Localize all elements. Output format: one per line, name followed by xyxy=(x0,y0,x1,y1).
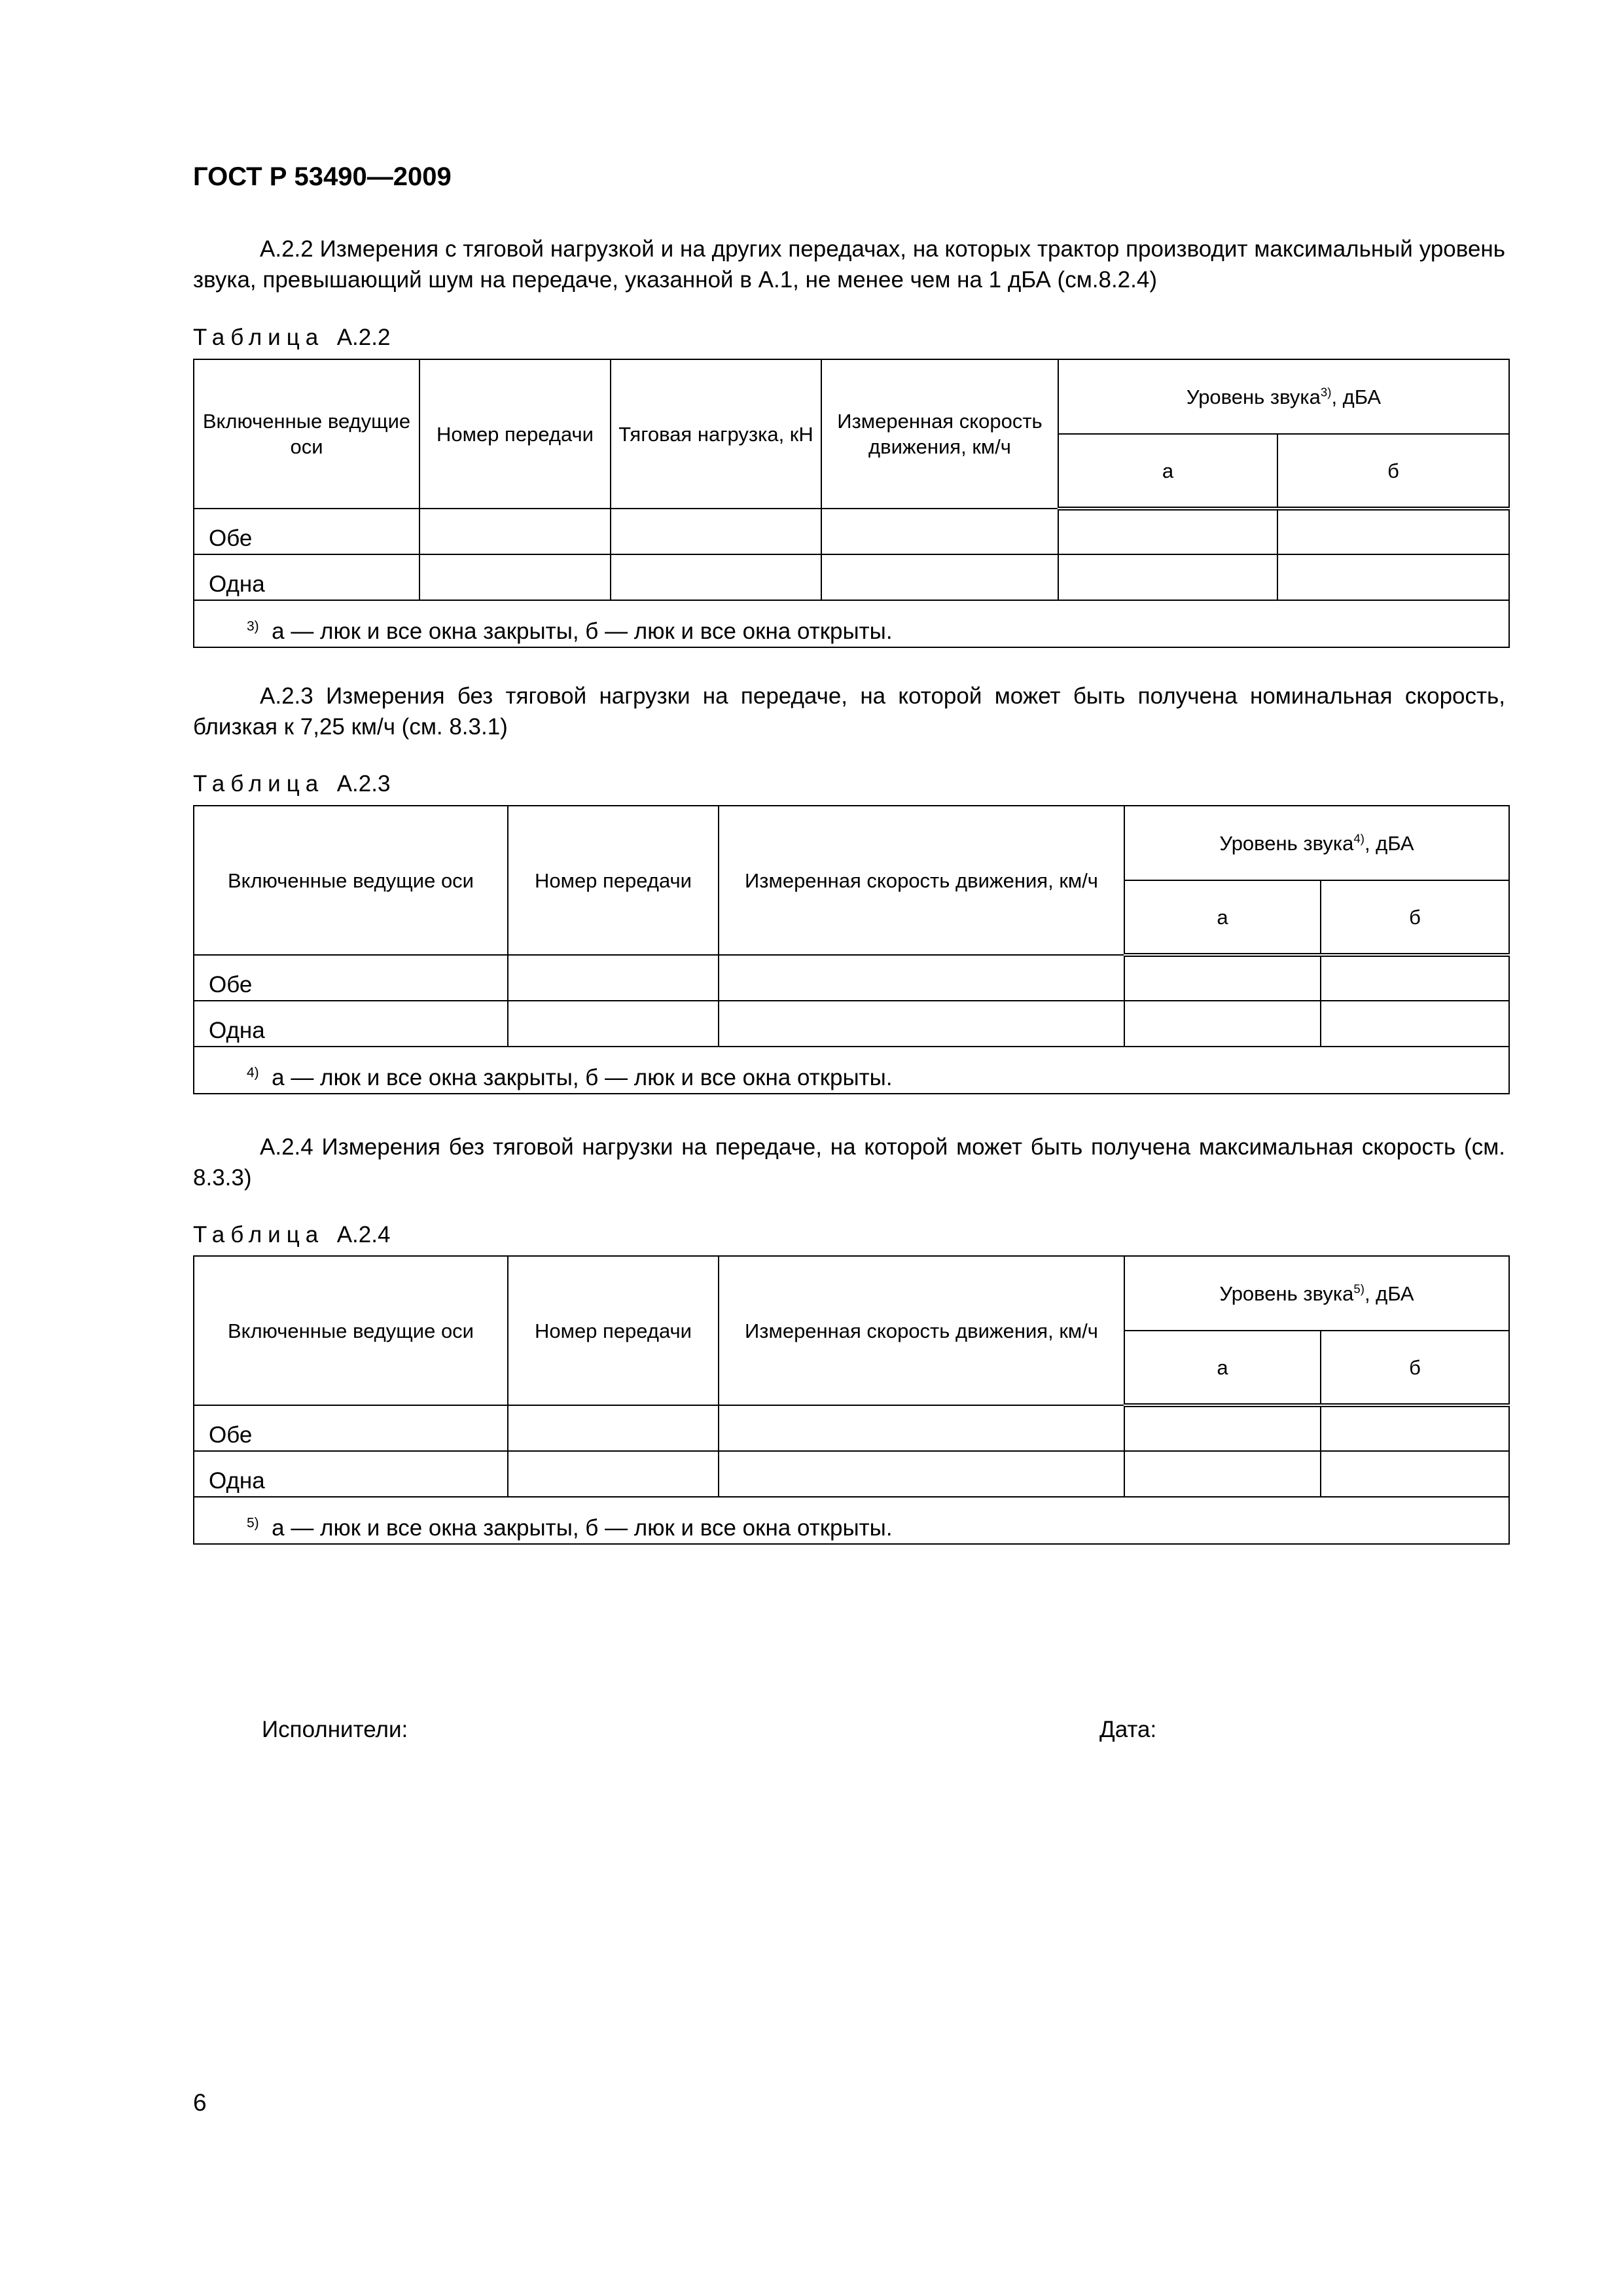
table-caption-a23 xyxy=(193,771,390,797)
col-header-b: б xyxy=(1321,1331,1509,1405)
table-number: А.2.4 xyxy=(336,1222,391,1247)
col-header-speed: Измеренная скорость движения, км/ч xyxy=(719,806,1124,955)
table-cell xyxy=(1124,1451,1321,1497)
row-label-one: Одна xyxy=(194,1001,508,1047)
table-cell xyxy=(1058,509,1277,554)
col-header-gear: Номер передачи xyxy=(508,806,719,955)
col-header-gear: Номер передачи xyxy=(508,1256,719,1405)
table-cell xyxy=(1321,1001,1509,1047)
table-cell xyxy=(1124,955,1321,1001)
col-header-b: б xyxy=(1277,434,1509,509)
table-cell xyxy=(1124,1001,1321,1047)
table-cell xyxy=(1058,554,1277,600)
col-header-sound-level xyxy=(1124,1256,1509,1331)
table-cell xyxy=(821,554,1058,600)
document-header: ГОСТ Р 53490—2009 xyxy=(193,162,452,191)
sound-level-unit: , дБА xyxy=(1364,831,1414,855)
col-header-a: а xyxy=(1124,1331,1321,1405)
table-caption-a22 xyxy=(193,325,390,351)
table-footnote xyxy=(194,1497,1509,1544)
page-number: 6 xyxy=(193,2089,207,2116)
col-header-axes: Включенные ведущие оси xyxy=(194,806,508,955)
table-a23 xyxy=(193,805,1510,1094)
table-footnote xyxy=(194,1047,1509,1094)
sound-level-label: Уровень звука xyxy=(1186,385,1321,408)
footnote-mark: 4) xyxy=(247,1065,259,1081)
table-cell xyxy=(821,509,1058,554)
col-header-speed: Измеренная скорость движения, км/ч xyxy=(719,1256,1124,1405)
footnote-text: а — люк и все окна закрыты, б — люк и все окна открыты. xyxy=(272,619,893,644)
table-cell xyxy=(1321,1405,1509,1451)
table-cell xyxy=(719,1001,1124,1047)
sound-level-label: Уровень звука xyxy=(1219,831,1354,855)
footnote-ref: 3) xyxy=(1320,385,1332,399)
table-word: Таблица xyxy=(193,325,325,350)
paragraph-a24 xyxy=(193,1132,1505,1193)
col-header-a: а xyxy=(1124,880,1321,955)
col-header-sound-level xyxy=(1058,359,1509,434)
row-label-one: Одна xyxy=(194,1451,508,1497)
paragraph-a22-text: А.2.2 Измерения с тяговой нагрузкой и на других передачах, на которых трактор производит максимальный уровень звука, превышающий шум на передаче, указанной в А.1, не менее чем на 1 дБА (см.8.2.4) xyxy=(193,236,1505,293)
paragraph-a23-text: А.2.3 Измерения без тяговой нагрузки на передаче, на которой может быть получена номинальная скорость, близкая к 7,25 км/ч (см. 8.3.1) xyxy=(193,683,1505,740)
table-a22 xyxy=(193,359,1510,648)
table-a24 xyxy=(193,1255,1510,1545)
col-header-a: а xyxy=(1058,434,1277,509)
footnote-text: а — люк и все окна закрыты, б — люк и все окна открыты. xyxy=(272,1515,893,1541)
table-cell xyxy=(611,509,821,554)
col-header-sound-level xyxy=(1124,806,1509,880)
table-cell xyxy=(419,554,611,600)
row-label-both: Обе xyxy=(194,955,508,1001)
table-cell xyxy=(508,1001,719,1047)
date-label: Дата: xyxy=(1099,1717,1157,1742)
table-footnote xyxy=(194,600,1509,647)
table-number: А.2.3 xyxy=(336,771,391,797)
row-label-both: Обе xyxy=(194,1405,508,1451)
table-cell xyxy=(1321,1451,1509,1497)
col-header-b: б xyxy=(1321,880,1509,955)
sound-level-unit: , дБА xyxy=(1331,385,1382,408)
table-cell xyxy=(719,1405,1124,1451)
col-header-load: Тяговая нагрузка, кН xyxy=(611,359,821,509)
table-word: Таблица xyxy=(193,771,325,797)
footnote-mark: 3) xyxy=(247,619,259,634)
table-cell xyxy=(508,1451,719,1497)
table-cell xyxy=(1124,1405,1321,1451)
footnote-mark: 5) xyxy=(247,1515,259,1531)
table-cell xyxy=(419,509,611,554)
table-cell xyxy=(719,955,1124,1001)
col-header-axes: Включенные ведущие оси xyxy=(194,1256,508,1405)
col-header-gear: Номер передачи xyxy=(419,359,611,509)
footnote-ref: 4) xyxy=(1353,831,1364,846)
table-cell xyxy=(1277,554,1509,600)
paragraph-a24-text: А.2.4 Измерения без тяговой нагрузки на передаче, на которой может быть получена максимальная скорость (см. 8.3.3) xyxy=(193,1134,1505,1191)
table-cell xyxy=(1321,955,1509,1001)
row-label-one: Одна xyxy=(194,554,419,600)
sound-level-label: Уровень звука xyxy=(1219,1282,1354,1305)
table-cell xyxy=(1277,509,1509,554)
table-cell xyxy=(719,1451,1124,1497)
footnote-ref: 5) xyxy=(1353,1282,1364,1296)
paragraph-a23 xyxy=(193,681,1505,742)
table-number: А.2.2 xyxy=(336,325,391,350)
table-cell xyxy=(508,955,719,1001)
table-cell xyxy=(508,1405,719,1451)
col-header-speed: Измеренная скорость движения, км/ч xyxy=(821,359,1058,509)
table-word: Таблица xyxy=(193,1222,325,1247)
footnote-text: а — люк и все окна закрыты, б — люк и все окна открыты. xyxy=(272,1065,893,1090)
row-label-both: Обе xyxy=(194,509,419,554)
table-cell xyxy=(611,554,821,600)
sound-level-unit: , дБА xyxy=(1364,1282,1414,1305)
table-caption-a24 xyxy=(193,1222,390,1248)
performers-label: Исполнители: xyxy=(262,1717,408,1742)
paragraph-a22 xyxy=(193,234,1505,295)
col-header-axes: Включенные ведущие оси xyxy=(194,359,419,509)
